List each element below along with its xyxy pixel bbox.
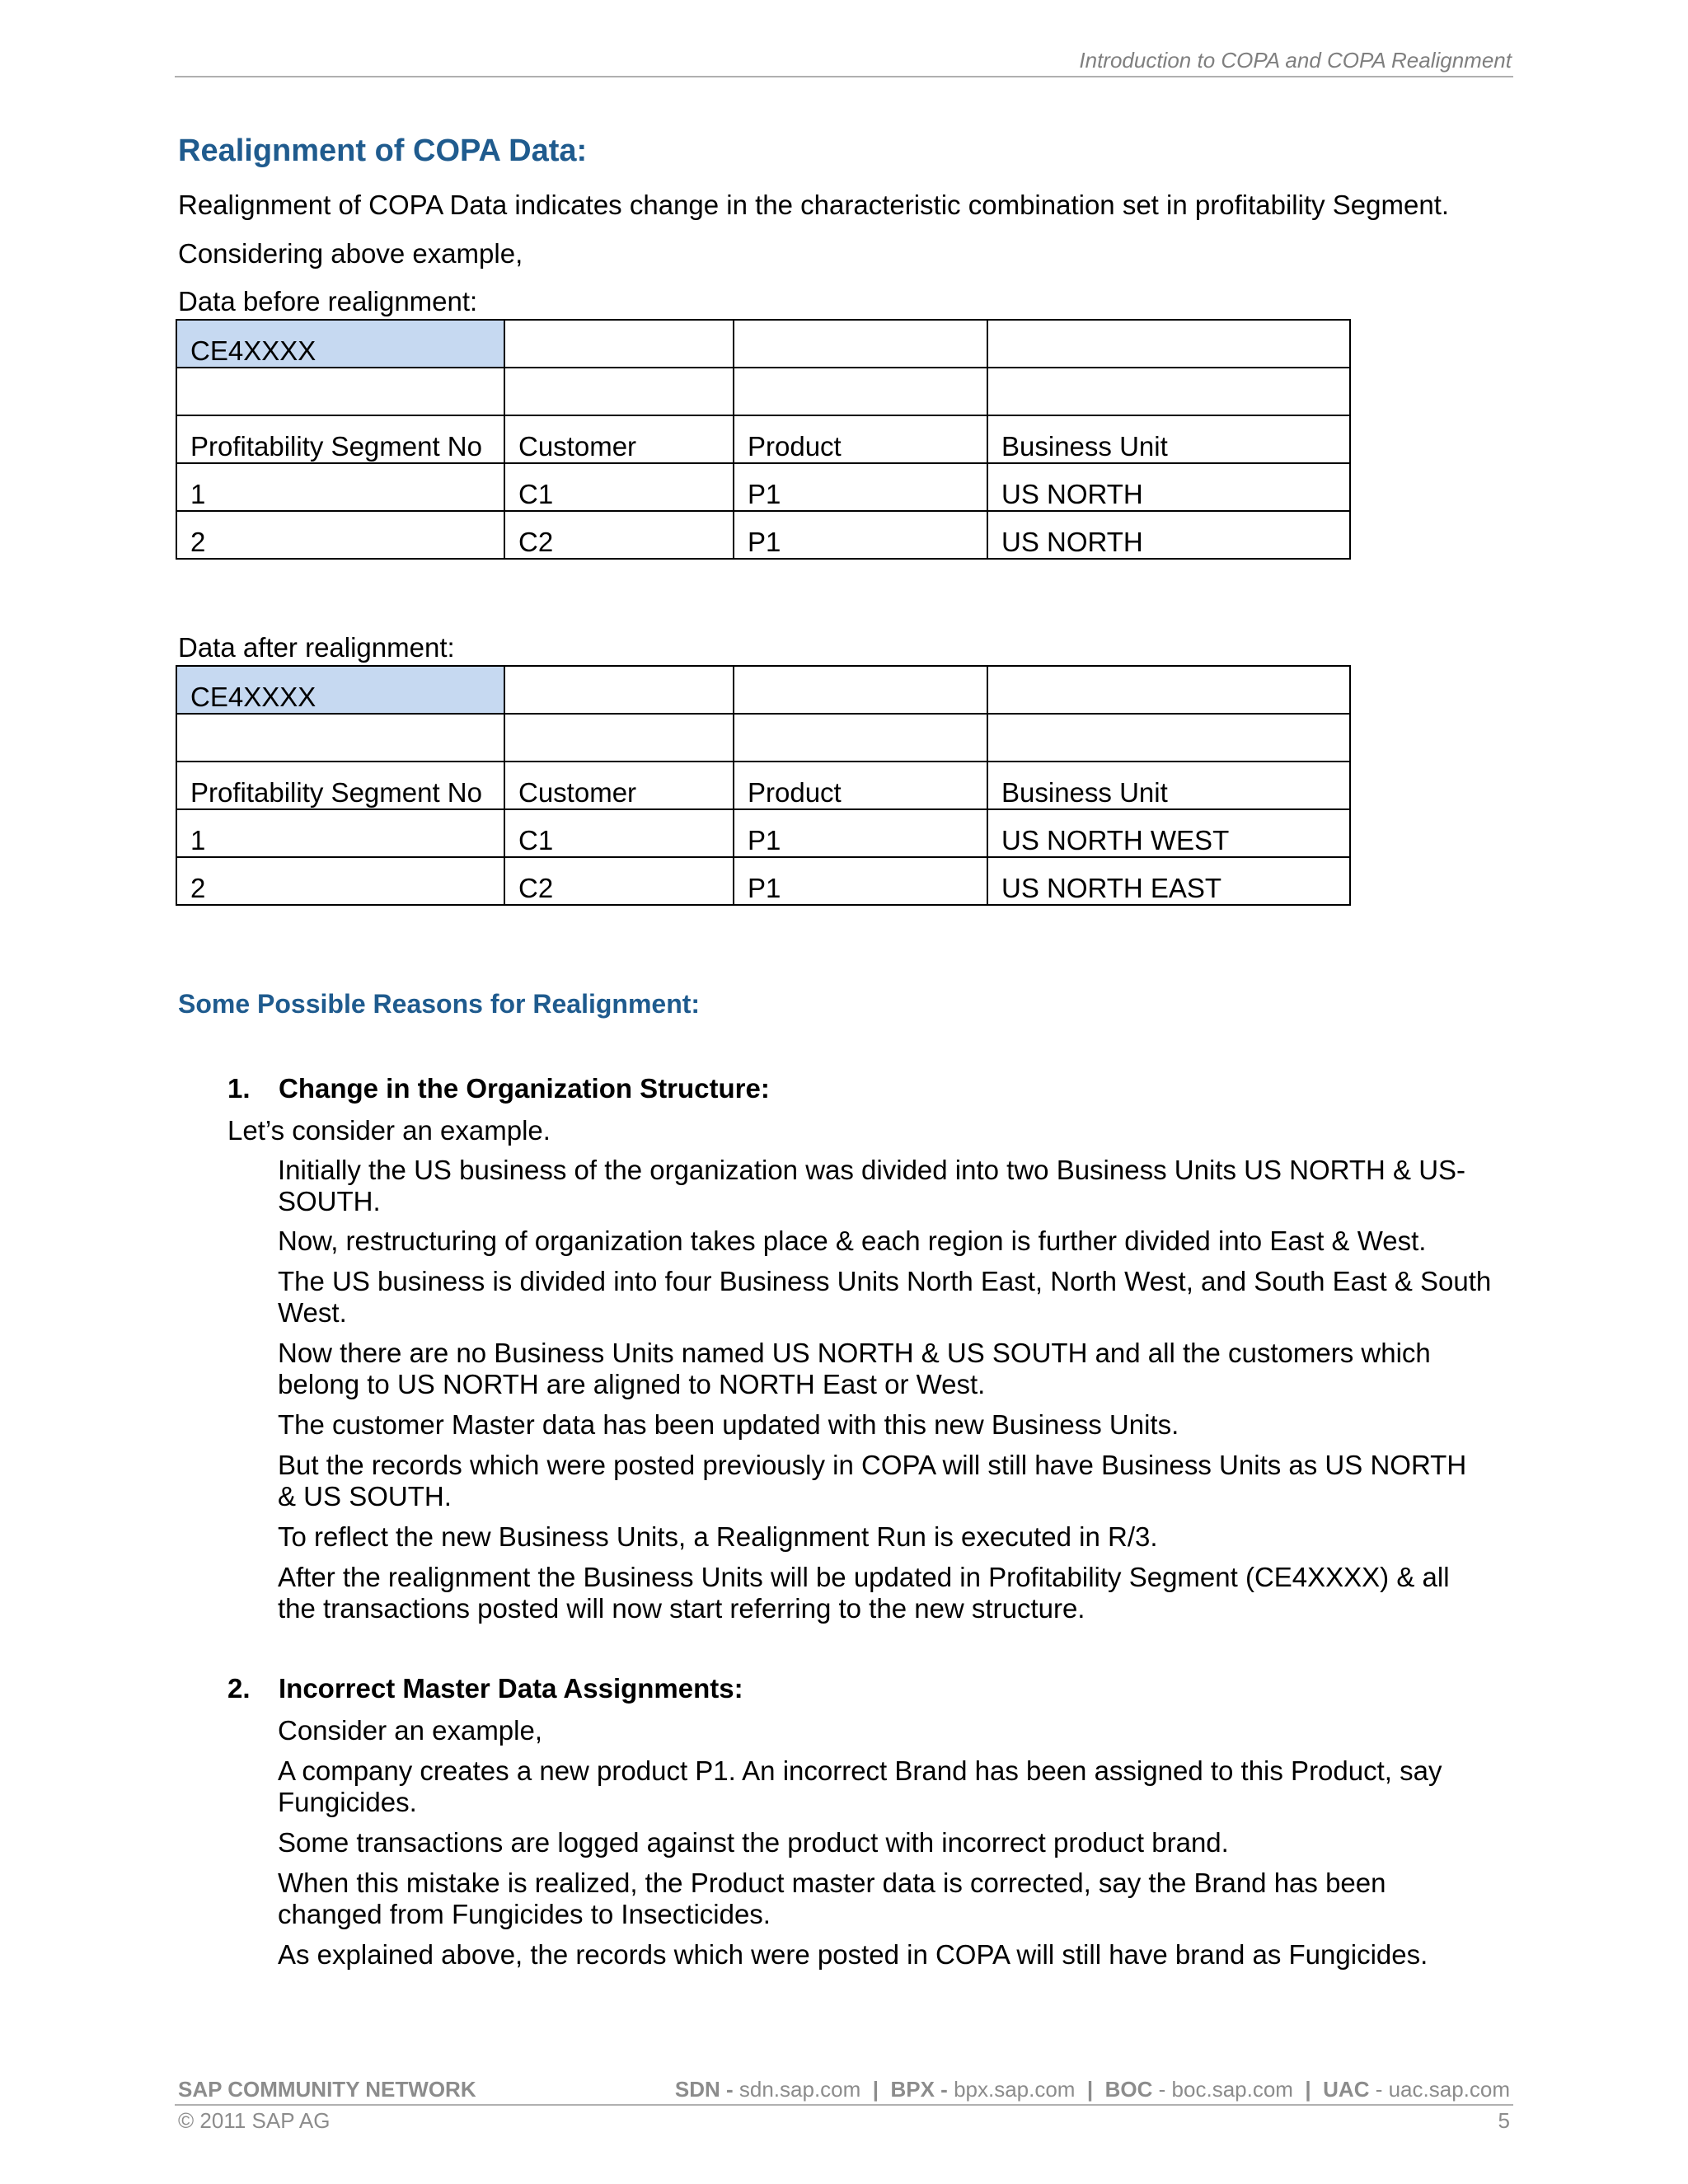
reason-1-lead: Let’s consider an example.: [227, 1115, 551, 1146]
column-header: Customer: [504, 762, 734, 809]
list-number: 1.: [227, 1073, 251, 1104]
table-header-row: [176, 415, 1350, 463]
table-cell: [987, 368, 1350, 415]
reason-1-line: The customer Master data has been updated with this new Business Units.: [278, 1409, 1179, 1440]
page-number: 5: [1498, 2108, 1510, 2133]
table-cell: C2: [504, 511, 734, 559]
reason-2-line: Consider an example,: [278, 1715, 543, 1746]
table-cell: US NORTH: [987, 463, 1350, 511]
table-cell: 2: [176, 511, 504, 559]
column-header: Profitability Segment No: [176, 415, 504, 463]
table-cell: C1: [504, 809, 734, 857]
reason-1-line: Initially the US business of the organization was divided into two Business Units US NORTH & US-: [278, 1155, 1466, 1185]
table-cell: 1: [176, 463, 504, 511]
table-cell: P1: [734, 511, 987, 559]
footer-link[interactable]: uac.sap.com: [1388, 2077, 1510, 2102]
reason-2-line: A company creates a new product P1. An incorrect Brand has been assigned to this Product, say: [278, 1755, 1442, 1786]
table-row: [176, 511, 1350, 559]
table-row: [176, 320, 1350, 368]
section-title: Realignment of COPA Data:: [178, 134, 588, 168]
table-cell: 2: [176, 857, 504, 905]
table-cell: 1: [176, 809, 504, 857]
reason-1-line: SOUTH.: [278, 1186, 381, 1216]
table-cell: P1: [734, 463, 987, 511]
reason-1-line: Now there are no Business Units named US NORTH & US SOUTH and all the customers which: [278, 1338, 1431, 1368]
reason-2-line: When this mistake is realized, the Product master data is corrected, say the Brand has been: [278, 1868, 1386, 1898]
header-rule: [175, 76, 1513, 77]
table-cell: [734, 368, 987, 415]
table-cell: C2: [504, 857, 734, 905]
footer-link[interactable]: bpx.sap.com: [954, 2077, 1076, 2102]
table-cell: [987, 714, 1350, 762]
reason-2-heading: [227, 1673, 743, 1704]
reason-1-line: the transactions posted will now start referring to the new structure.: [278, 1593, 1085, 1624]
footer-rule: [175, 2104, 1513, 2106]
table-after-caption: Data after realignment:: [178, 632, 455, 663]
table-row: [176, 666, 1350, 714]
table-cell: US NORTH: [987, 511, 1350, 559]
reason-2-line: Fungicides.: [278, 1787, 417, 1817]
table-row: [176, 857, 1350, 905]
table-cell: US NORTH WEST: [987, 809, 1350, 857]
reason-2-line: Some transactions are logged against the product with incorrect product brand.: [278, 1827, 1229, 1858]
footer-link[interactable]: sdn.sap.com: [738, 2077, 861, 2102]
table-cell: [504, 714, 734, 762]
table-cell: [176, 368, 504, 415]
table-before-caption: Data before realignment:: [178, 286, 478, 316]
column-header: Business Unit: [987, 762, 1350, 809]
table-cell: [504, 666, 734, 714]
footer-copyright: © 2011 SAP AG: [178, 2108, 331, 2133]
considering-text: Considering above example,: [178, 238, 523, 269]
column-header: Customer: [504, 415, 734, 463]
table-cell: [734, 320, 987, 368]
column-header: Product: [734, 762, 987, 809]
table-cell: P1: [734, 809, 987, 857]
reason-1-line: To reflect the new Business Units, a Realignment Run is executed in R/3.: [278, 1521, 1158, 1552]
footer-divider: |: [1305, 2077, 1311, 2102]
reason-1-line: & US SOUTH.: [278, 1481, 452, 1511]
table-row: [176, 714, 1350, 762]
intro-paragraph: Realignment of COPA Data indicates change in the characteristic combination set in profitability Segment.: [178, 190, 1450, 220]
table-cell: [987, 666, 1350, 714]
reason-1-line: West.: [278, 1297, 347, 1328]
footer-divider: |: [872, 2077, 879, 2102]
footer-link-label: UAC: [1323, 2077, 1370, 2102]
table-cell: [734, 714, 987, 762]
table-name-cell: CE4XXXX: [176, 320, 504, 368]
footer-links: [651, 2077, 1510, 2102]
reason-1-line: After the realignment the Business Units will be updated in Profitability Segment (CE4XXXX) & all: [278, 1562, 1450, 1592]
footer-link-separator: -: [934, 2077, 954, 2102]
table-name-cell: CE4XXXX: [176, 666, 504, 714]
footer-link[interactable]: boc.sap.com: [1171, 2077, 1293, 2102]
table-cell: [987, 320, 1350, 368]
table-after: [176, 665, 1351, 906]
table-row: [176, 809, 1350, 857]
table-cell: P1: [734, 857, 987, 905]
reason-2-line: changed from Fungicides to Insecticides.: [278, 1899, 771, 1929]
footer-link-separator: -: [1152, 2077, 1172, 2102]
table-header-row: [176, 762, 1350, 809]
table-cell: [734, 666, 987, 714]
table-cell: C1: [504, 463, 734, 511]
list-number: 2.: [227, 1673, 251, 1704]
footer-divider: |: [1086, 2077, 1094, 2102]
footer-network: SAP COMMUNITY NETWORK: [178, 2077, 476, 2102]
reasons-heading: Some Possible Reasons for Realignment:: [178, 989, 701, 1019]
footer-link-label: BOC: [1104, 2077, 1153, 2102]
reason-title: Incorrect Master Data Assignments:: [279, 1673, 743, 1704]
table-cell: [504, 368, 734, 415]
footer-link-label: SDN: [674, 2077, 720, 2102]
footer-link-label: BPX: [890, 2077, 935, 2102]
footer-link-separator: -: [1369, 2077, 1389, 2102]
column-header: Profitability Segment No: [176, 762, 504, 809]
column-header: Product: [734, 415, 987, 463]
reason-1-line: belong to US NORTH are aligned to NORTH East or West.: [278, 1369, 986, 1399]
table-row: [176, 463, 1350, 511]
reason-1-line: But the records which were posted previously in COPA will still have Business Units as US NORTH: [278, 1450, 1467, 1480]
table-before: [176, 319, 1351, 560]
table-cell: [504, 320, 734, 368]
running-header: Introduction to COPA and COPA Realignment: [1079, 48, 1512, 73]
table-cell: [176, 714, 504, 762]
table-row: [176, 368, 1350, 415]
column-header: Business Unit: [987, 415, 1350, 463]
table-cell: US NORTH EAST: [987, 857, 1350, 905]
reason-1-line: Now, restructuring of organization takes place & each region is further divided into East & West.: [278, 1226, 1427, 1256]
reason-1-line: The US business is divided into four Business Units North East, North West, and South East & South: [278, 1266, 1492, 1296]
reason-title: Change in the Organization Structure:: [279, 1073, 770, 1104]
footer-link-separator: -: [720, 2077, 739, 2102]
reason-1-heading: [227, 1073, 770, 1104]
reason-2-line: As explained above, the records which were posted in COPA will still have brand as Fungicides.: [278, 1939, 1428, 1970]
